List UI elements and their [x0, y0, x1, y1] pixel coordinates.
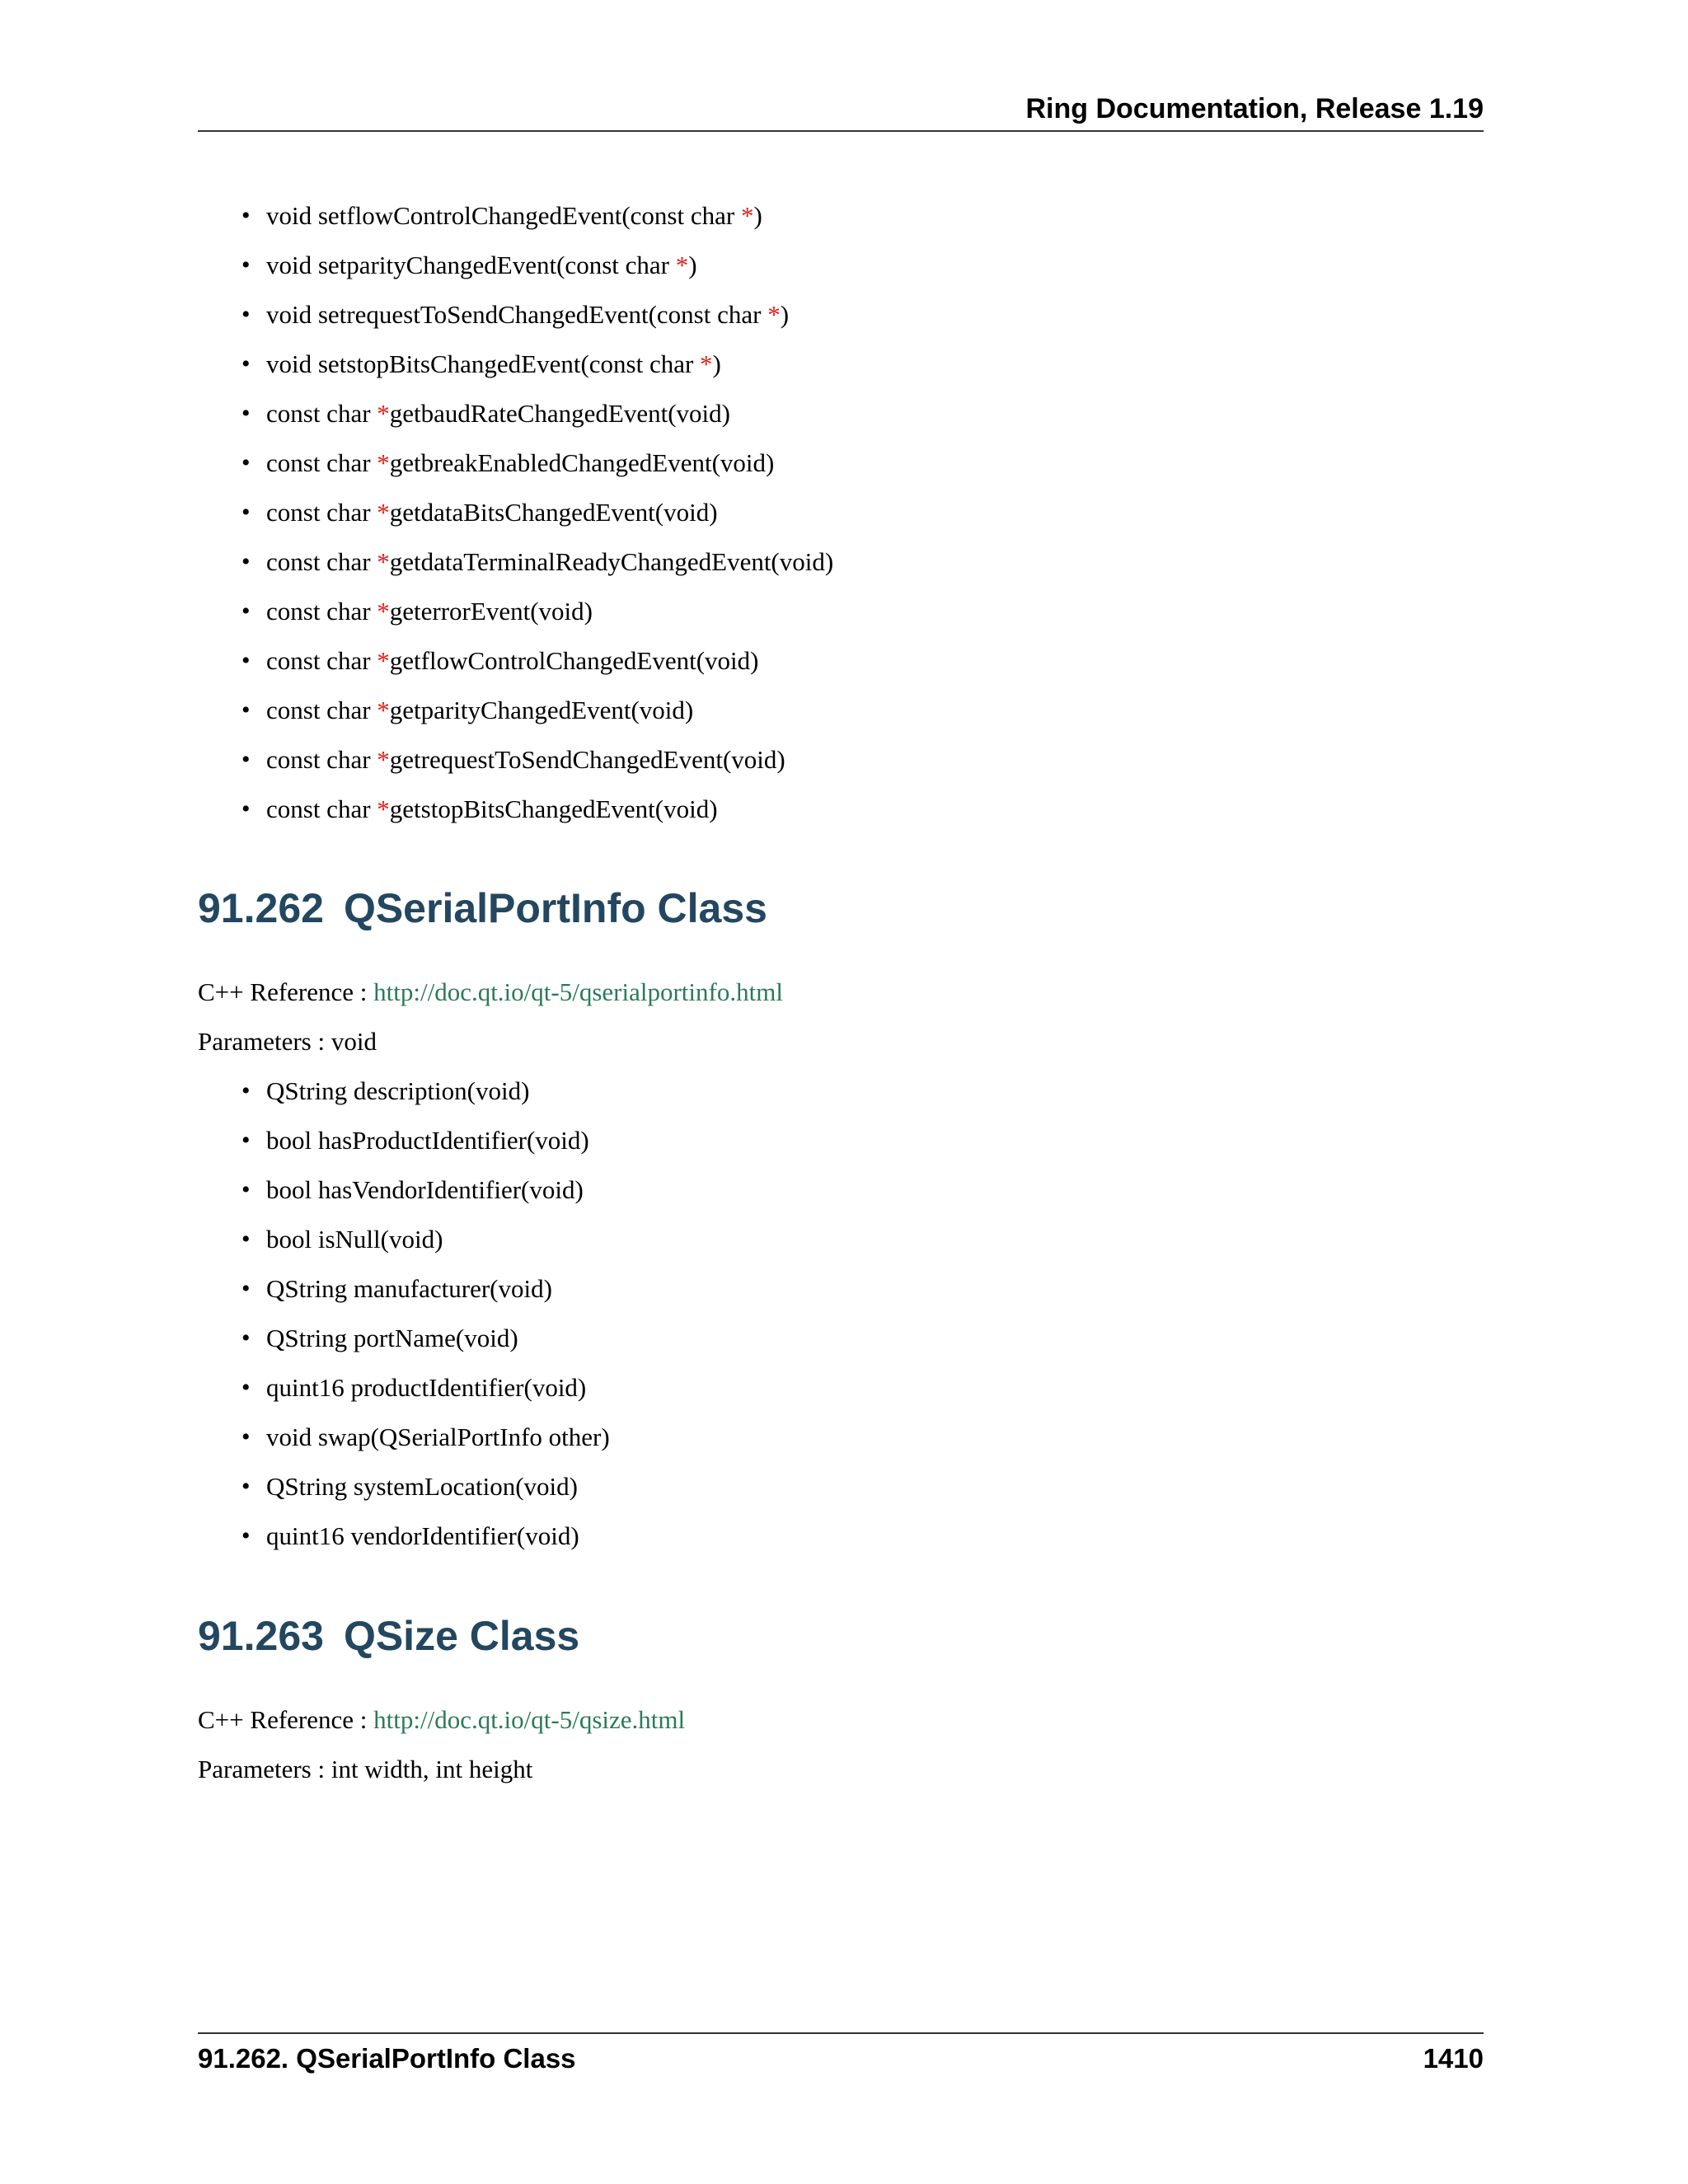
bullet-icon: •: [241, 1275, 251, 1302]
section-number: 91.262: [198, 885, 324, 931]
bullet-icon: •: [241, 647, 251, 674]
bullet-icon: •: [241, 301, 251, 328]
list-item: • quint16 vendorIdentifier(void): [198, 1520, 610, 1553]
list-item: • void setparityChangedEvent(const char *): [198, 249, 833, 282]
list-item: • const char *getstopBitsChangedEvent(void): [198, 793, 833, 826]
list-item: • const char *geterrorEvent(void): [198, 595, 833, 628]
method-list-qserialportinfo: [198, 1075, 610, 1569]
page-footer: [198, 2032, 1484, 2083]
list-item: • QString systemLocation(void): [198, 1470, 610, 1503]
pointer-star: *: [675, 251, 689, 279]
footer-page-number: 1410: [1423, 2043, 1484, 2074]
pointer-star: *: [767, 300, 781, 329]
bullet-icon: •: [241, 1176, 251, 1203]
list-item: • QString description(void): [198, 1075, 610, 1108]
bullet-icon: •: [241, 499, 251, 526]
pointer-star: *: [377, 794, 390, 823]
bullet-icon: •: [241, 400, 251, 427]
list-item: • void swap(QSerialPortInfo other): [198, 1421, 610, 1454]
list-item: • QString manufacturer(void): [198, 1272, 610, 1305]
reference-link[interactable]: http://doc.qt.io/qt-5/qserialportinfo.html: [373, 977, 783, 1006]
list-item: • const char *getflowControlChangedEvent(void): [198, 644, 833, 677]
bullet-icon: •: [241, 1324, 251, 1352]
parameters-qsize: Parameters : int width, int height: [198, 1755, 533, 1783]
bullet-icon: •: [241, 1226, 251, 1253]
pointer-star: *: [700, 349, 713, 378]
section-title: QSerialPortInfo Class: [343, 885, 767, 931]
parameters-qserialportinfo: Parameters : void: [198, 1027, 377, 1056]
cpp-reference-qsize: C++ Reference : http://doc.qt.io/qt-5/qsize.html: [198, 1705, 686, 1734]
list-item: • QString portName(void): [198, 1322, 610, 1355]
header-title: Ring Documentation, Release 1.19: [1025, 93, 1484, 124]
list-item: • void setrequestToSendChangedEvent(const char *): [198, 298, 833, 331]
section-heading-qserialportinfo: [198, 883, 767, 933]
pointer-star: *: [377, 745, 390, 774]
bullet-icon: •: [241, 1127, 251, 1154]
pointer-star: *: [740, 201, 754, 230]
list-item: • void setflowControlChangedEvent(const char *): [198, 199, 833, 232]
bullet-icon: •: [241, 598, 251, 625]
pointer-star: *: [377, 597, 390, 626]
method-list-qserialport: [198, 199, 833, 842]
list-item: • const char *getbaudRateChangedEvent(void): [198, 397, 833, 430]
bullet-icon: •: [241, 449, 251, 476]
list-item: • void setstopBitsChangedEvent(const char *): [198, 348, 833, 381]
bullet-icon: •: [241, 795, 251, 823]
pointer-star: *: [377, 448, 390, 477]
list-item: • quint16 productIdentifier(void): [198, 1371, 610, 1404]
pointer-star: *: [377, 498, 390, 527]
section-title: QSize Class: [343, 1613, 580, 1659]
cpp-reference-qserialportinfo: C++ Reference : http://doc.qt.io/qt-5/qserialportinfo.html: [198, 977, 783, 1006]
footer-section-title: 91.262. QSerialPortInfo Class: [198, 2043, 576, 2074]
pointer-star: *: [377, 696, 390, 724]
section-heading-qsize: [198, 1611, 579, 1661]
bullet-icon: •: [241, 1374, 251, 1401]
pointer-star: *: [377, 399, 390, 428]
bullet-icon: •: [241, 1522, 251, 1549]
list-item: • const char *getrequestToSendChangedEvent(void): [198, 743, 833, 776]
bullet-icon: •: [241, 1473, 251, 1500]
bullet-icon: •: [241, 1423, 251, 1451]
section-number: 91.263: [198, 1613, 324, 1659]
list-item: • bool hasVendorIdentifier(void): [198, 1174, 610, 1207]
bullet-icon: •: [241, 202, 251, 229]
bullet-icon: •: [241, 696, 251, 724]
list-item: • const char *getparityChangedEvent(void): [198, 694, 833, 727]
list-item: • bool hasProductIdentifier(void): [198, 1124, 610, 1157]
bullet-icon: •: [241, 350, 251, 377]
list-item: • const char *getdataBitsChangedEvent(void): [198, 496, 833, 529]
list-item: • const char *getbreakEnabledChangedEvent(void): [198, 447, 833, 480]
bullet-icon: •: [241, 251, 251, 279]
bullet-icon: •: [241, 548, 251, 575]
list-item: • const char *getdataTerminalReadyChangedEvent(void): [198, 546, 833, 579]
list-item: • bool isNull(void): [198, 1223, 610, 1256]
pointer-star: *: [377, 646, 390, 675]
bullet-icon: •: [241, 746, 251, 773]
pointer-star: *: [377, 547, 390, 576]
bullet-icon: •: [241, 1077, 251, 1104]
reference-link[interactable]: http://doc.qt.io/qt-5/qsize.html: [373, 1705, 686, 1734]
page-header: [198, 92, 1484, 132]
